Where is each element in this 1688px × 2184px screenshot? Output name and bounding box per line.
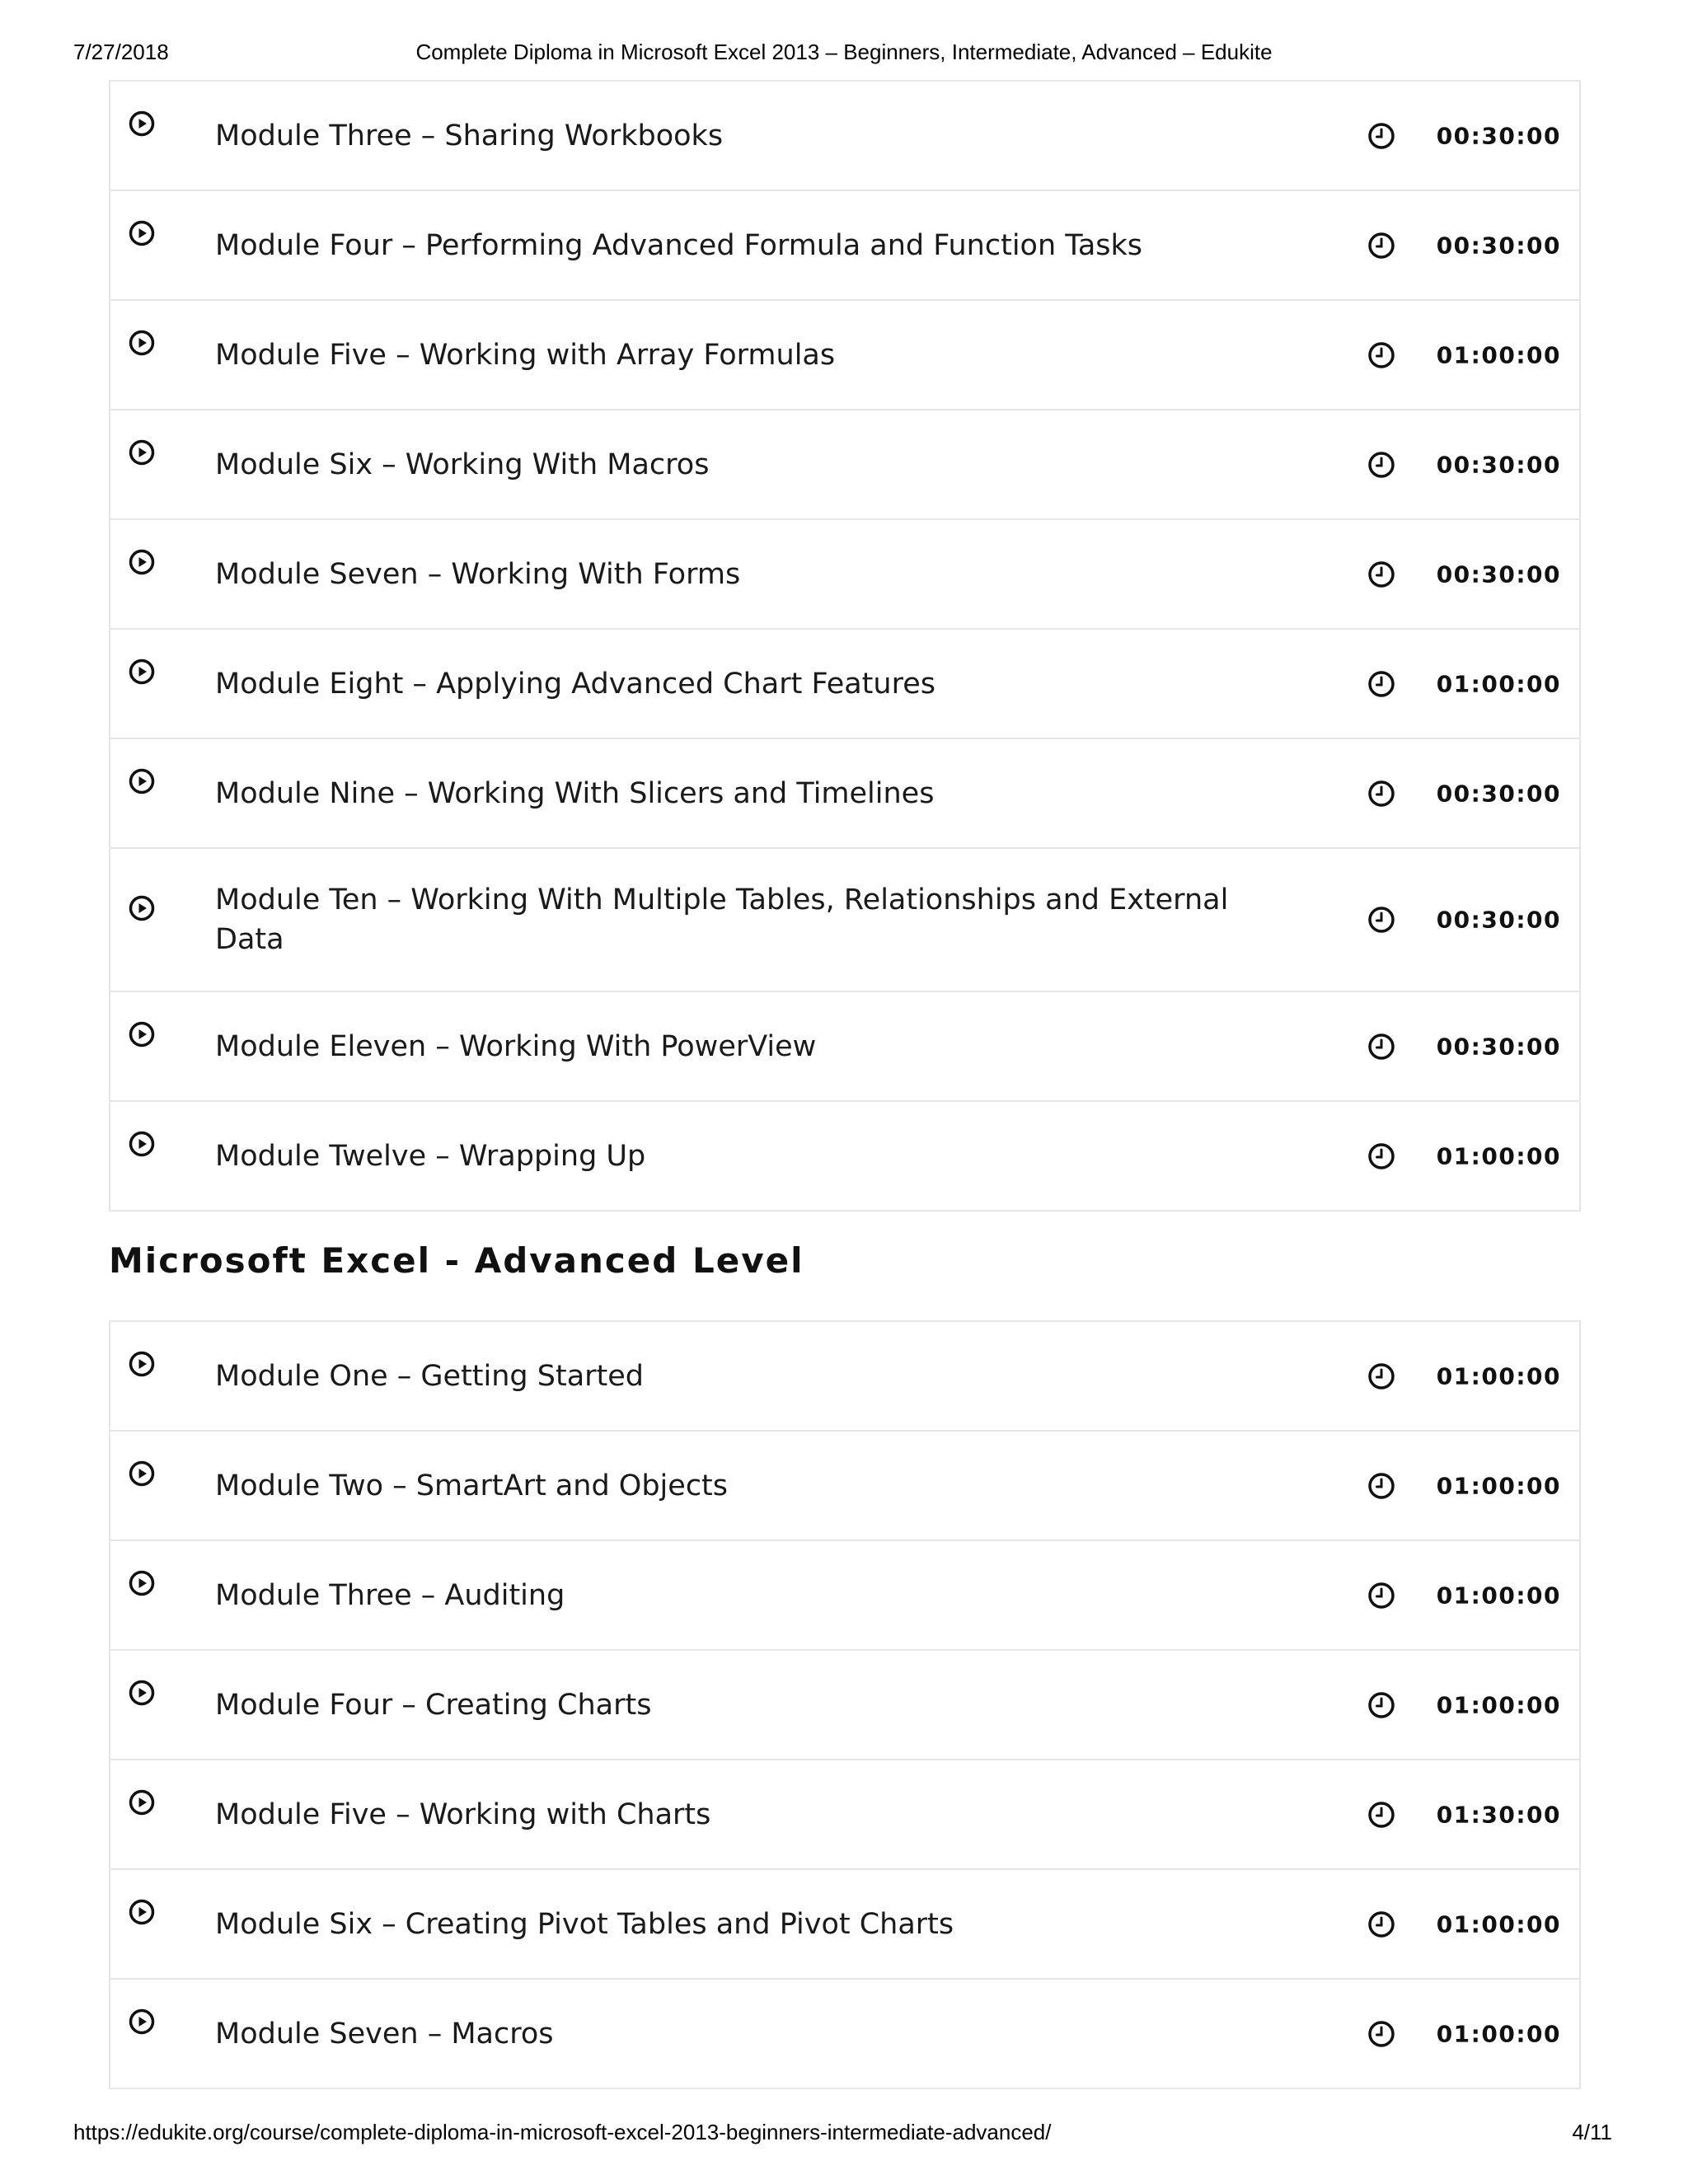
clock-icon [1367,560,1395,588]
lesson-duration: 01:00:00 [1436,1582,1561,1609]
play-circle-icon [129,549,155,575]
play-circle-icon [129,1460,155,1487]
lesson-title[interactable]: Module Twelve – Wrapping Up [215,1139,646,1173]
lesson-duration: 01:30:00 [1436,1801,1561,1828]
lesson-title[interactable]: Module Seven – Macros [215,2017,554,2050]
lesson-row[interactable] [110,520,1579,630]
print-page-number: 4/11 [1572,2120,1612,2144]
lesson-duration: 01:00:00 [1436,1472,1561,1499]
print-date: 7/27/2018 [73,40,169,64]
lesson-row[interactable] [110,739,1579,849]
play-circle-icon [129,220,155,246]
play-circle-icon [129,1131,155,1157]
lesson-title[interactable]: Module Five – Working with Charts [215,1797,711,1831]
lesson-row[interactable] [110,1102,1579,1210]
lesson-duration: 00:30:00 [1436,451,1561,478]
lesson-row[interactable] [110,1322,1579,1432]
play-circle-icon [129,330,155,356]
lesson-list [109,1320,1581,2089]
clock-icon [1367,1582,1395,1610]
lesson-title[interactable]: Module Two – SmartArt and Objects [215,1469,729,1502]
play-circle-icon [129,1351,155,1377]
play-circle-icon [129,1789,155,1816]
clock-icon [1367,451,1395,479]
play-circle-icon [129,768,155,794]
lesson-duration: 01:00:00 [1436,670,1561,697]
lesson-title[interactable]: Module Eight – Applying Advanced Chart Features [215,667,935,701]
play-circle-icon [129,110,155,137]
lesson-row[interactable] [110,849,1579,992]
lesson-duration: 00:30:00 [1436,122,1561,149]
clock-icon [1367,1691,1395,1719]
play-circle-icon [129,658,155,685]
lesson-title[interactable]: Module Six – Creating Pivot Tables and Pivot Charts [215,1907,954,1941]
lesson-row[interactable] [110,191,1579,301]
lesson-duration: 01:00:00 [1436,1142,1561,1169]
play-circle-icon [129,895,155,921]
clock-icon [1367,1472,1395,1500]
lesson-row[interactable] [110,1432,1579,1541]
lesson-row[interactable] [110,1541,1579,1651]
clock-icon [1367,2020,1395,2048]
clock-icon [1367,1362,1395,1390]
clock-icon [1367,906,1395,934]
lesson-duration: 00:30:00 [1436,1033,1561,1060]
lesson-title[interactable]: Module Four – Creating Charts [215,1688,652,1722]
curriculum-section-advanced [109,1320,1581,2089]
lesson-row[interactable] [110,1760,1579,1870]
clock-icon [1367,1142,1395,1170]
lesson-list [109,80,1581,1212]
lesson-title[interactable]: Module Nine – Working With Slicers and Timelines [215,776,935,810]
play-circle-icon [129,1680,155,1706]
clock-icon [1367,1910,1395,1938]
lesson-duration: 00:30:00 [1436,780,1561,807]
clock-icon [1367,1033,1395,1061]
print-title: Complete Diploma in Microsoft Excel 2013 – Beginners, Intermediate, Advanced – Edukite [415,40,1273,64]
lesson-row[interactable] [110,410,1579,520]
curriculum-section-intermediate [109,80,1581,1212]
play-circle-icon [129,1899,155,1925]
lesson-row[interactable] [110,1651,1579,1760]
play-circle-icon [129,1570,155,1596]
lesson-title[interactable]: Module Ten – Working With Multiple Tables, Relationships and External Data [215,883,1229,956]
clock-icon [1367,1801,1395,1829]
lesson-duration: 01:00:00 [1436,1691,1561,1718]
lesson-duration: 00:30:00 [1436,560,1561,588]
lesson-duration: 00:30:00 [1436,232,1561,259]
print-url: https://edukite.org/course/complete-diploma-in-microsoft-excel-2013-beginners-intermediate-advanced/ [73,2120,1052,2144]
clock-icon [1367,232,1395,260]
play-circle-icon [129,439,155,466]
lesson-title[interactable]: Module One – Getting Started [215,1359,645,1393]
clock-icon [1367,670,1395,698]
lesson-row[interactable] [110,1980,1579,2088]
clock-icon [1367,780,1395,808]
lesson-duration: 01:00:00 [1436,1910,1561,1938]
lesson-row[interactable] [110,82,1579,191]
lesson-row[interactable] [110,992,1579,1102]
lesson-title[interactable]: Module Four – Performing Advanced Formula and Function Tasks [215,228,1143,262]
lesson-title[interactable]: Module Five – Working with Array Formulas [215,338,836,372]
play-circle-icon [129,1021,155,1047]
lesson-title[interactable]: Module Three – Auditing [215,1578,565,1612]
lesson-row[interactable] [110,1870,1579,1980]
section-heading: Microsoft Excel - Advanced Level [109,1240,804,1281]
lesson-title[interactable]: Module Eleven – Working With PowerView [215,1029,817,1063]
clock-icon [1367,341,1395,369]
lesson-duration: 01:00:00 [1436,2020,1561,2047]
lesson-duration: 01:00:00 [1436,341,1561,368]
lesson-row[interactable] [110,630,1579,739]
lesson-title[interactable]: Module Six – Working With Macros [215,448,710,481]
lesson-duration: 00:30:00 [1436,906,1561,934]
lesson-row[interactable] [110,301,1579,410]
lesson-title[interactable]: Module Seven – Working With Forms [215,557,741,591]
lesson-duration: 01:00:00 [1436,1362,1561,1390]
play-circle-icon [129,2008,155,2035]
lesson-title[interactable]: Module Three – Sharing Workbooks [215,119,724,152]
clock-icon [1367,122,1395,150]
